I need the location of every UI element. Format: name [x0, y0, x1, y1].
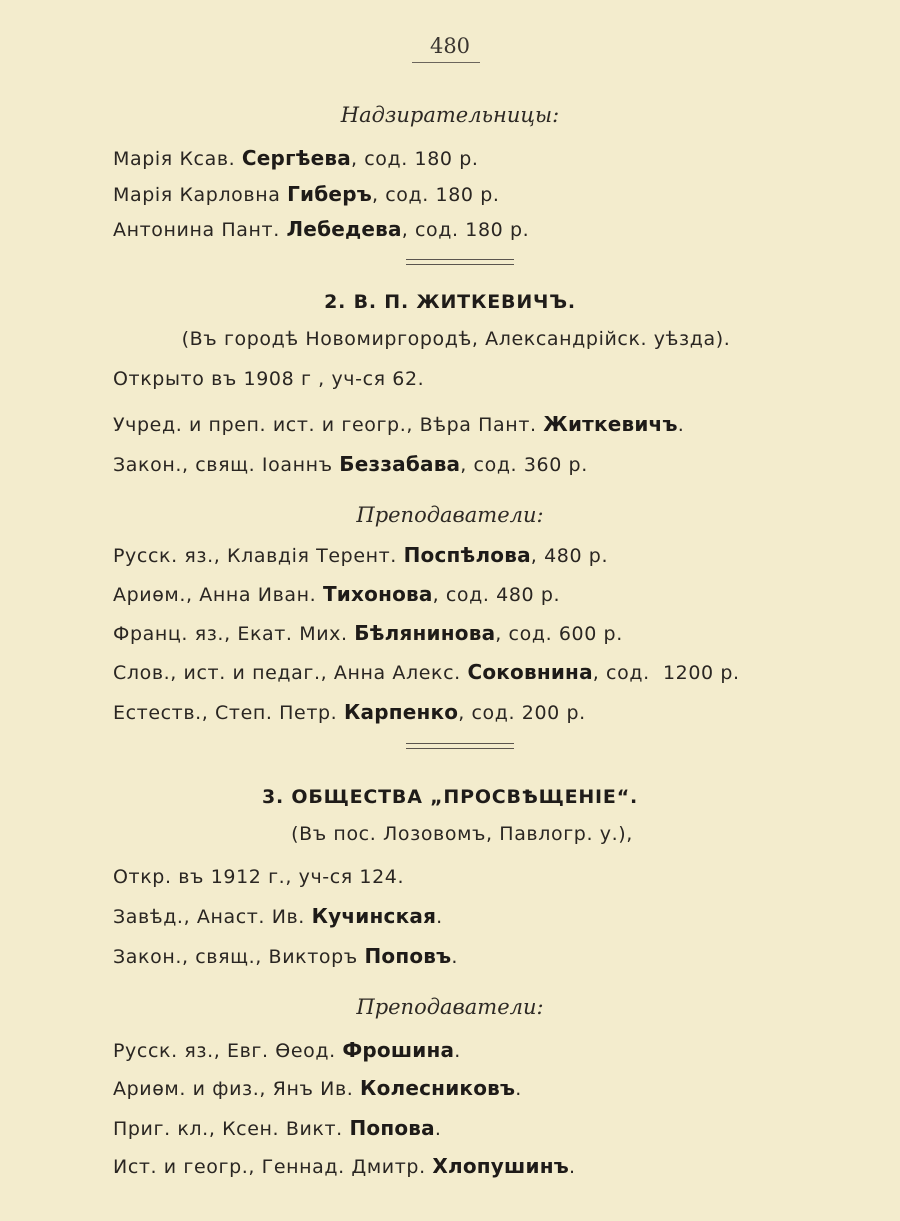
staff-surname: Гиберъ [287, 182, 372, 206]
staff-surname: Бѣлянинова [354, 621, 496, 645]
staff-surname: Поповъ [364, 944, 452, 968]
staff-salary: , 480 р. [530, 545, 609, 567]
staff-role: Слов., ист. и педаг., Анна Алекс. [113, 662, 468, 684]
staff-line [113, 1116, 441, 1140]
school-location: (Въ городѣ Новомиргородѣ, Александрійск. уѣзда). [181, 328, 731, 350]
staff-role: Антонина Пант. [113, 219, 287, 241]
staff-role: Закон., свящ. Іоаннъ [113, 454, 340, 476]
staff-role: Марія Ксав. [113, 148, 242, 170]
staff-line [113, 582, 560, 606]
staff-line [113, 1038, 461, 1062]
staff-line [113, 146, 479, 170]
staff-role: Естеств., Степ. Петр. [113, 702, 344, 724]
staff-salary: , сод. 360 р. [460, 454, 588, 476]
staff-surname: Кучинская [311, 904, 437, 928]
staff-line [113, 660, 740, 684]
staff-salary: , сод. 180 р. [350, 148, 479, 170]
staff-role: Франц. яз., Екат. Мих. [113, 623, 355, 645]
staff-surname: Беззабава [339, 452, 461, 476]
section-divider [406, 743, 514, 749]
staff-role: Русск. яз., Клавдія Терент. [113, 545, 404, 567]
staff-role: Марія Карловна [113, 184, 288, 206]
staff-role: Ариѳм., Анна Иван. [113, 584, 323, 606]
staff-line [113, 944, 458, 968]
staff-salary: . [515, 1078, 522, 1100]
staff-salary: . [568, 1156, 576, 1178]
staff-line [113, 543, 608, 567]
staff-role: Ист. и геогр., Геннад. Дмитр. [113, 1156, 433, 1178]
staff-surname: Поспѣлова [403, 543, 531, 567]
staff-role: Учред. и преп. ист. и геогр., Вѣра Пант. [113, 414, 544, 436]
staff-salary: , сод. 480 р. [432, 584, 561, 606]
section-divider [406, 259, 514, 265]
staff-surname: Сергѣева [241, 146, 351, 170]
staff-salary: , сод. 200 р. [458, 702, 586, 724]
staff-line [113, 904, 443, 928]
staff-surname: Фрошина [342, 1038, 455, 1062]
staff-surname: Попова [349, 1116, 435, 1140]
staff-salary: . [434, 1118, 442, 1140]
staff-salary: . [436, 906, 443, 928]
staff-salary: , сод. 1200 р. [592, 662, 740, 684]
staff-salary: , сод. 180 р. [401, 219, 530, 241]
staff-salary: . [454, 1040, 461, 1062]
school-opened: Открыто въ 1908 г , уч-ся 62. [113, 368, 425, 390]
staff-role: Закон., свящ., Викторъ [113, 946, 365, 968]
staff-line [113, 412, 684, 436]
staff-salary: , сод. 600 р. [495, 623, 623, 645]
staff-line [113, 1076, 522, 1100]
staff-surname: Хлопушинъ [432, 1154, 569, 1178]
staff-line [113, 1154, 576, 1178]
staff-role: Русск. яз., Евг. Ѳеод. [113, 1040, 343, 1062]
staff-surname: Колесниковъ [360, 1076, 516, 1100]
school-location: (Въ пос. Лозовомъ, Павлогр. у.), [291, 823, 633, 845]
section-title-teachers: Преподаватели: [356, 503, 544, 527]
staff-surname: Соковнина [467, 660, 593, 684]
staff-line [113, 182, 500, 206]
staff-surname: Лебедева [286, 217, 402, 241]
section-title-supervisors: Надзирательницы: [340, 103, 560, 127]
school-heading: 3. ОБЩЕСТВА „ПРОСВѢЩЕНІЕ“. [261, 786, 639, 808]
staff-line [113, 217, 529, 241]
staff-salary: , сод. 180 р. [371, 184, 500, 206]
page-number-rule [412, 62, 480, 63]
staff-role: Завѣд., Анаст. Ив. [113, 906, 312, 928]
staff-surname: Карпенко [343, 700, 459, 724]
staff-role: Приг. кл., Ксен. Викт. [113, 1118, 350, 1140]
staff-line [113, 452, 588, 476]
staff-surname: Тихонова [322, 582, 433, 606]
school-heading: 2. В. П. ЖИТКЕВИЧЪ. [324, 291, 576, 313]
staff-line [113, 700, 586, 724]
staff-surname: Житкевичъ [543, 412, 678, 436]
section-title-teachers: Преподаватели: [356, 995, 544, 1019]
staff-role: Ариѳм. и физ., Янъ Ив. [113, 1078, 361, 1100]
staff-salary: . [451, 946, 459, 968]
staff-line [113, 621, 623, 645]
school-opened: Откр. въ 1912 г., уч-ся 124. [113, 866, 405, 888]
page-number: 480 [429, 34, 471, 58]
staff-salary: . [677, 414, 685, 436]
